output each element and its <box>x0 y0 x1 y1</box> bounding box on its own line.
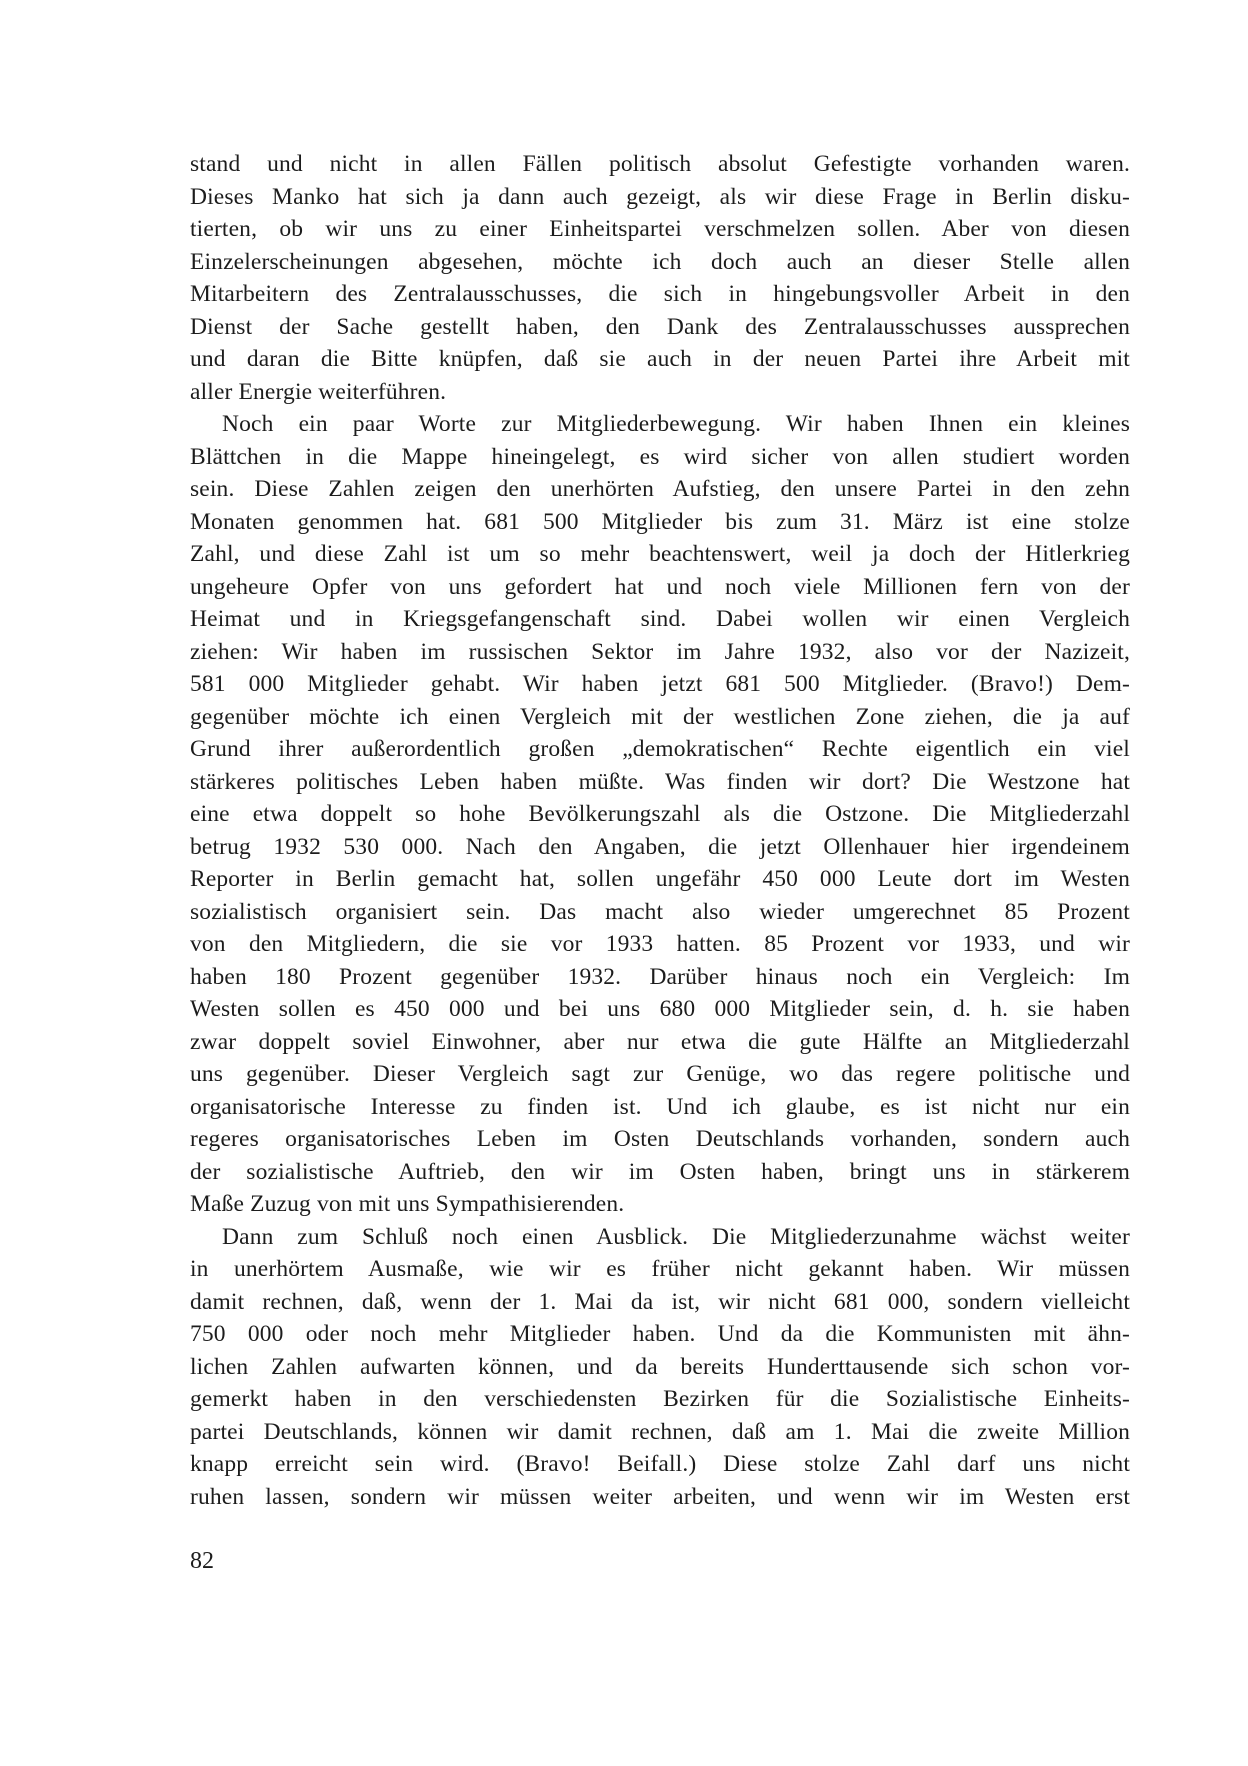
text-line: Noch ein paar Worte zur Mitgliederbewegung. Wir haben Ihnen ein kleines <box>222 411 1130 437</box>
page-body <box>190 148 1130 1513</box>
text-line: haben 180 Prozent gegenüber 1932. Darüber hinaus noch ein Vergleich: Im <box>190 963 1130 990</box>
text-line: gegenüber möchte ich einen Vergleich mit der westlichen Zone ziehen, die ja auf <box>190 703 1130 730</box>
text-line: 581 000 Mitglieder gehabt. Wir haben jetzt 681 500 Mitglieder. (Bravo!) Dem- <box>190 671 1130 697</box>
text-line: Dienst der Sache gestellt haben, den Dank des Zentralausschusses aussprechen <box>190 313 1130 340</box>
text-line: Heimat und in Kriegsgefangenschaft sind. Dabei wollen wir einen Vergleich <box>190 606 1130 632</box>
text-line: Blättchen in die Mappe hineingelegt, es wird sicher von allen studiert worden <box>190 443 1130 470</box>
text-line: regeres organisatorisches Leben im Osten Deutschlands vorhanden, sondern auch <box>190 1126 1130 1152</box>
text-line: Dieses Manko hat sich ja dann auch gezeigt, als wir diese Frage in Berlin disku- <box>190 183 1130 210</box>
text-line: zwar doppelt soviel Einwohner, aber nur etwa die gute Hälfte an Mitgliederzahl <box>190 1028 1130 1055</box>
text-line: und daran die Bitte knüpfen, daß sie auch in der neuen Partei ihre Arbeit mit <box>190 346 1130 372</box>
text-line: Westen sollen es 450 000 und bei uns 680 000 Mitglieder sein, d. h. sie haben <box>190 996 1130 1022</box>
page-number: 82 <box>190 1548 214 1574</box>
text-line: lichen Zahlen aufwarten können, und da bereits Hunderttausende sich schon vor- <box>190 1353 1130 1380</box>
text-line: Reporter in Berlin gemacht hat, sollen ungefähr 450 000 Leute dort im Westen <box>190 866 1130 892</box>
text-line: der sozialistische Auftrieb, den wir im Osten haben, bringt uns in stärkerem <box>190 1158 1130 1185</box>
text-line: Zahl, und diese Zahl ist um so mehr beachtenswert, weil ja doch der Hitlerkrieg <box>190 541 1130 567</box>
text-line: Maße Zuzug von mit uns Sympathisierenden. <box>190 1191 625 1217</box>
text-line: aller Energie weiterführen. <box>190 378 447 405</box>
text-line: Dann zum Schluß noch einen Ausblick. Die Mitgliederzunahme wächst weiter <box>222 1223 1130 1250</box>
text-line: eine etwa doppelt so hohe Bevölkerungszahl als die Ostzone. Die Mitgliederzahl <box>190 801 1130 827</box>
text-line: stand und nicht in allen Fällen politisch absolut Gefestigte vorhanden waren. <box>190 151 1130 177</box>
text-line: organisatorische Interesse zu finden ist. Und ich glaube, es ist nicht nur ein <box>190 1093 1130 1120</box>
text-line: ruhen lassen, sondern wir müssen weiter arbeiten, und wenn wir im Westen erst <box>190 1483 1130 1510</box>
text-line: in unerhörtem Ausmaße, wie wir es früher nicht gekannt haben. Wir müssen <box>190 1256 1130 1282</box>
text-line: sozialistisch organisiert sein. Das macht also wieder umgerechnet 85 Prozent <box>190 898 1130 925</box>
text-line: uns gegenüber. Dieser Vergleich sagt zur Genüge, wo das regere politische und <box>190 1061 1130 1087</box>
text-line: von den Mitgliedern, die sie vor 1933 hatten. 85 Prozent vor 1933, und wir <box>190 931 1130 957</box>
text-line: stärkeres politisches Leben haben müßte. Was finden wir dort? Die Westzone hat <box>190 768 1130 795</box>
text-line: Mitarbeitern des Zentralausschusses, die sich in hingebungsvoller Arbeit in den <box>190 281 1130 307</box>
text-line: Einzelerscheinungen abgesehen, möchte ich doch auch an dieser Stelle allen <box>190 248 1130 275</box>
text-line: 750 000 oder noch mehr Mitglieder haben. Und da die Kommunisten mit ähn- <box>190 1321 1130 1347</box>
text-line: partei Deutschlands, können wir damit rechnen, daß am 1. Mai die zweite Million <box>190 1418 1130 1445</box>
text-line: Monaten genommen hat. 681 500 Mitglieder bis zum 31. März ist eine stolze <box>190 508 1130 535</box>
text-line: ziehen: Wir haben im russischen Sektor im Jahre 1932, also vor der Nazizeit, <box>190 638 1130 665</box>
text-line: tierten, ob wir uns zu einer Einheitspartei verschmelzen sollen. Aber von diesen <box>190 216 1130 242</box>
text-line: damit rechnen, daß, wenn der 1. Mai da ist, wir nicht 681 000, sondern vielleicht <box>190 1288 1130 1315</box>
text-line: gemerkt haben in den verschiedensten Bezirken für die Sozialistische Einheits- <box>190 1386 1130 1412</box>
text-line: ungeheure Opfer von uns gefordert hat und noch viele Millionen fern von der <box>190 573 1130 600</box>
text-line: Grund ihrer außerordentlich großen „demokratischen“ Rechte eigentlich ein viel <box>190 736 1130 762</box>
text-line: knapp erreicht sein wird. (Bravo! Beifall.) Diese stolze Zahl darf uns nicht <box>190 1451 1130 1477</box>
text-line: betrug 1932 530 000. Nach den Angaben, die jetzt Ollenhauer hier irgendeinem <box>190 833 1130 860</box>
text-line: sein. Diese Zahlen zeigen den unerhörten Aufstieg, den unsere Partei in den zehn <box>190 476 1130 502</box>
